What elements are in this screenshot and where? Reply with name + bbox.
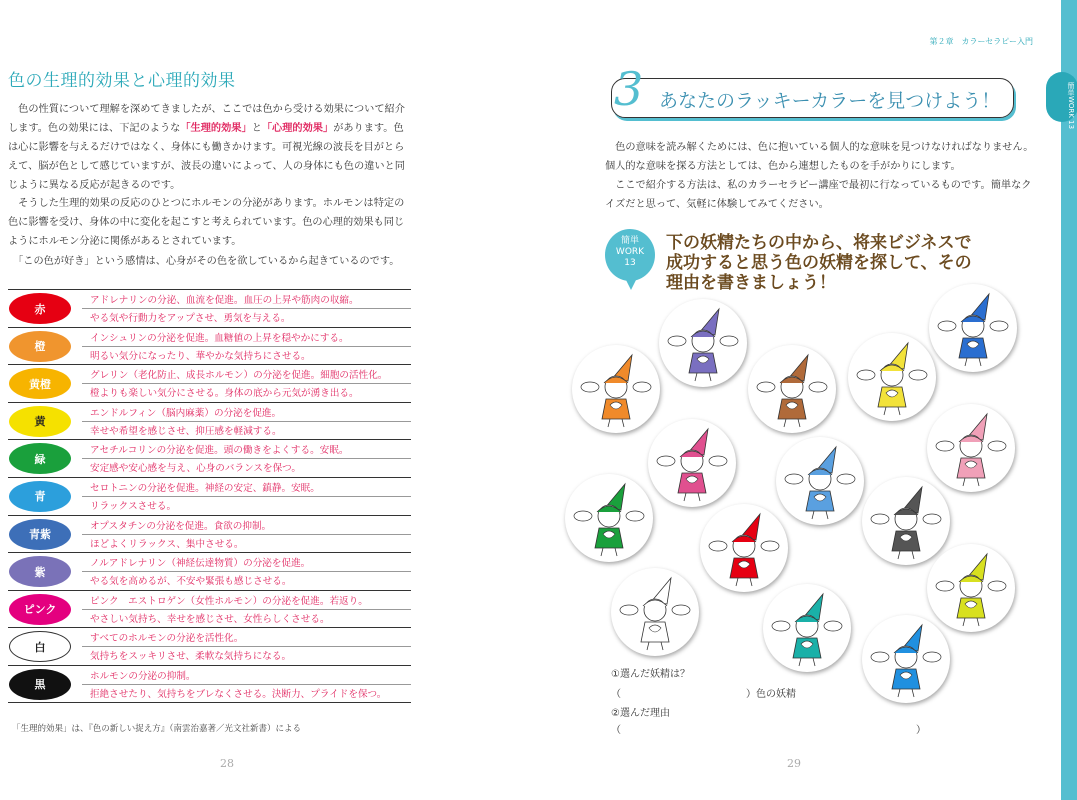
color-row [8, 552, 411, 590]
section-number: 3 [614, 62, 644, 116]
psycho-effect: やる気や行動力をアップさせ、勇気を与える。 [90, 313, 291, 324]
page-number-left: 28 [220, 757, 234, 770]
fairy-sky[interactable] [862, 615, 950, 703]
fairy-orange[interactable] [572, 345, 660, 433]
color-row [8, 327, 411, 365]
physio-effect: グレリン（老化防止、成長ホルモン）の分泌を促進。細胞の活性化。 [90, 370, 388, 382]
color-pill: 白 [9, 631, 71, 662]
row-divider [82, 684, 411, 685]
fairy-icon [572, 345, 660, 433]
psycho-effect: やる気を高めるが、不安や緊張も感じさせる。 [90, 576, 292, 588]
psycho-effect: リラックスさせる。 [90, 500, 177, 512]
psycho-effect: 拒絶させたり、気持ちをブレなくさせる。決断力、プライドを保つ。 [90, 688, 387, 700]
psycho-effect-term: 「心理的効果」 [261, 122, 334, 134]
answer-2-close: ） [916, 725, 926, 736]
row-divider [82, 646, 411, 647]
answer-1-open[interactable]: （ [611, 689, 621, 700]
intro-text-c: があります。色は心に影響を与えるだけではなく、身体にも働きかけます。可視光線の波長を目がとらえて、脳が色として感じていますが、波長の違いによって、人の身体にも色の違いと同じように異なる反応が起きるのです。 [8, 123, 405, 191]
fairy-icon [862, 615, 950, 703]
row-divider [82, 308, 411, 309]
color-row [8, 439, 411, 477]
row-divider [82, 458, 411, 459]
color-pill: 黒 [9, 669, 71, 700]
work-instruction: 下の妖精たちの中から、将来ビジネスで成功すると思う色の妖精を探して、その理由を書きましょう！ [666, 233, 972, 293]
fairy-purple[interactable] [659, 299, 747, 387]
section-title: 色の生理的効果と心理的効果 [8, 71, 236, 91]
row-divider [82, 534, 411, 535]
psycho-effect: 幸せや希望を感じさせ、抑圧感を軽減する。 [90, 425, 282, 437]
fairy-icon [648, 419, 736, 507]
lucky-color-paragraph: 色の意味を読み解くためには、色に抱いている個人的な意味を見つけなければなりません。個人的な意味を探る方法としては、色から連想したものを手がかりにします。 ここで紹介する方法は、私のカラーセラピー講座で最初に行なっているものです。簡単なクイズだと思って、気軽に体験してみてください。 [605, 142, 1034, 210]
intro-text-b: と [251, 123, 262, 134]
answer-1-close: ）色の妖精 [746, 689, 796, 700]
physio-effect: ピンク エストロゲン（女性ホルモン）の分泌を促進。若返り。 [90, 595, 368, 607]
intro-paragraph [8, 100, 412, 195]
color-row [8, 515, 411, 553]
physio-effect: すべてのホルモンの分泌を活性化。 [90, 633, 244, 645]
color-row [8, 665, 411, 703]
physio-effect: エンドルフィン（脳内麻薬）の分泌を促進。 [90, 407, 282, 419]
row-divider [82, 421, 411, 422]
color-row [8, 627, 411, 665]
liking-paragraph: 「この色が好き」という感情は、心身がその色を欲しているから起きているのです。 [8, 256, 400, 267]
physio-effect: ホルモンの分泌の抑制。 [90, 670, 196, 682]
psycho-effect: 橙よりも楽しい気分にさせる。身体の底から元気が湧き出る。 [90, 388, 359, 400]
physio-effect: インシュリンの分泌を促進。血糖値の上昇を穏やかにする。 [90, 332, 349, 344]
fairy-white[interactable] [611, 568, 699, 656]
work-badge-label-3: 13 [624, 258, 636, 268]
physio-effect: アセチルコリンの分泌を促進。頭の働きをよくする。安眠。 [90, 445, 349, 457]
work-badge [605, 229, 655, 281]
color-row [8, 289, 411, 327]
color-pill: 緑 [9, 443, 71, 474]
row-divider [82, 383, 411, 384]
fairy-icon [659, 299, 747, 387]
color-effect-table [8, 289, 411, 703]
color-pill: 黄 [9, 406, 71, 437]
physio-effect: セロトニンの分泌を促進。神経の安定、鎮静。安眠。 [90, 482, 320, 494]
color-pill: 黄橙 [9, 368, 71, 399]
row-divider [82, 496, 411, 497]
physio-effect-term: 「生理的効果」 [180, 122, 252, 134]
row-divider [82, 346, 411, 347]
chapter-header: 第２章 カラーセラピー入門 [929, 37, 1033, 46]
answer-2-open[interactable]: （ [611, 725, 621, 736]
color-pill: 赤 [9, 293, 71, 324]
fairy-icon [700, 504, 788, 592]
work-badge-label-2: WORK [615, 247, 645, 257]
row-divider [82, 609, 411, 610]
fairy-teal[interactable] [763, 584, 851, 672]
fairy-magenta[interactable] [648, 419, 736, 507]
intro-text-a: 色の性質について理解を深めてきましたが、ここでは色から受ける効果について紹介します。色の効果には、下記のような [8, 104, 405, 134]
psycho-effect: やさしい気持ち、幸せを感じさせ、女性らしくさせる。 [90, 613, 330, 625]
fairy-icon [848, 333, 936, 421]
fairy-red[interactable] [700, 504, 788, 592]
fairy-green[interactable] [565, 474, 653, 562]
color-row [8, 364, 411, 402]
color-row [8, 477, 411, 515]
color-pill: 青紫 [9, 519, 71, 550]
color-pill: ピンク [9, 594, 71, 625]
fairy-blue[interactable] [929, 284, 1017, 372]
physio-effect: オプスタチンの分泌を促進。食欲の抑制。 [90, 520, 272, 532]
fairy-icon [565, 474, 653, 562]
work-badge-label-1: 簡単 [620, 236, 639, 246]
question-1: ①選んだ妖精は？ [611, 669, 690, 680]
color-pill: 青 [9, 481, 71, 512]
psycho-effect: 明るい気分になったり、華やかな気持ちにさせる。 [90, 350, 311, 362]
color-row [8, 590, 411, 628]
psycho-effect: ほどよくリラックス、集中させる。 [90, 538, 244, 550]
psycho-effect: 気持ちをスッキリさせ、柔軟な気持ちになる。 [90, 651, 292, 663]
fairy-icon [776, 437, 864, 525]
fairy-icon [929, 284, 1017, 372]
fairy-icon [611, 568, 699, 656]
fairy-icon [748, 345, 836, 433]
fairy-light-blue[interactable] [776, 437, 864, 525]
physio-effect: アドレナリンの分泌、血流を促進。血圧の上昇や筋肉の収縮。 [90, 295, 359, 306]
page-heading: あなたのラッキーカラーを見つけよう！ [659, 90, 1001, 112]
hormone-paragraph: そうした生理的効果の反応のひとつにホルモンの分泌があります。ホルモンは特定の色に影響を受け、身体の中に変化を起こすと考えられています。色の心理的効果も同じようにホルモン分泌に関係があるとされています。 [8, 198, 405, 247]
side-tab-label: 簡単WORK 13 [1067, 82, 1075, 130]
footnote: 「生理的効果」は、『色の新しい捉え方』（南雲治嘉著／光文社新書）による [12, 724, 302, 734]
row-divider [82, 571, 411, 572]
question-2: ②選んだ理由 [611, 708, 670, 719]
physio-effect: ノルアドレナリン（神経伝達物質）の分泌を促進。 [90, 558, 311, 570]
color-pill: 紫 [9, 556, 71, 587]
color-row [8, 402, 411, 440]
psycho-effect: 安定感や安心感を与え、心身のバランスを保つ。 [90, 463, 301, 475]
fairy-icon [763, 584, 851, 672]
fairy-yellow[interactable] [848, 333, 936, 421]
fairy-brown[interactable] [748, 345, 836, 433]
color-pill: 橙 [9, 331, 71, 362]
page-number-right: 29 [787, 757, 801, 770]
